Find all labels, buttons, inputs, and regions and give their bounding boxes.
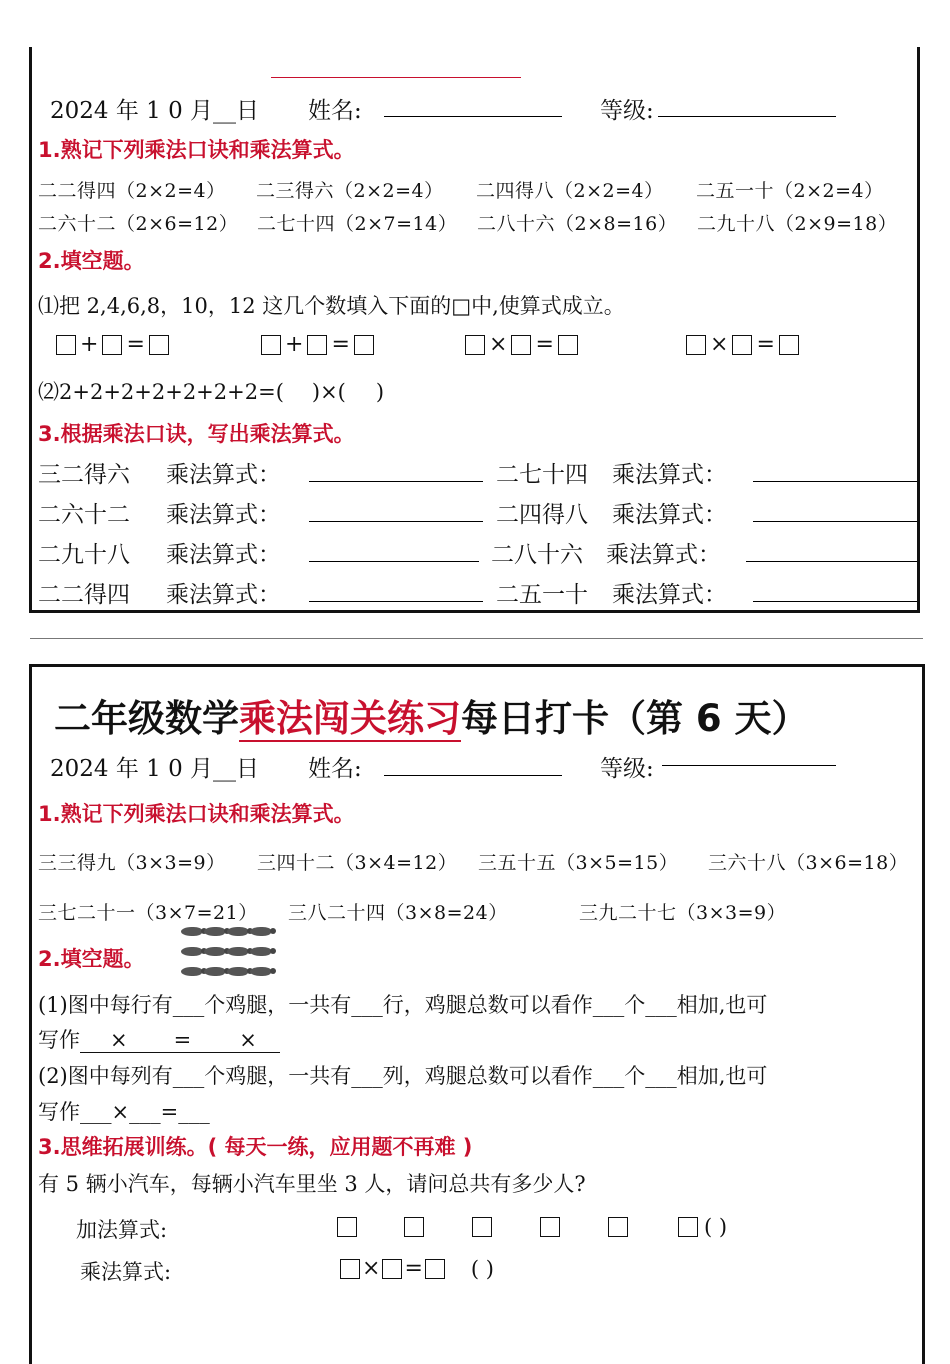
- grade-label: 等级:: [600, 756, 654, 782]
- drumstick-icon: [181, 927, 202, 936]
- answer-paren[interactable]: ( ): [704, 1215, 728, 1239]
- date-line: 2024 年 1 0 月__日: [50, 98, 260, 124]
- answer-paren[interactable]: ( ): [470, 1256, 494, 1281]
- name-field[interactable]: [384, 116, 562, 117]
- formula-label: 乘法算式：: [606, 542, 721, 568]
- drumstick-icon: [181, 947, 202, 956]
- drumstick-icon: [250, 947, 271, 956]
- phrase: 二二得四: [38, 582, 130, 608]
- formula-answer-line[interactable]: [309, 521, 483, 522]
- worksheet-frame-day5: [29, 47, 920, 613]
- word-problem: 有 5 辆小汽车，每辆小汽车里坐 3 人，请问总共有多少人?: [38, 1172, 586, 1196]
- answer-box[interactable]: [540, 1217, 560, 1237]
- phrase: 二九十八: [38, 542, 130, 568]
- answer-box[interactable]: [686, 335, 706, 355]
- drumstick-icon: [204, 927, 225, 936]
- answer-box[interactable]: [56, 335, 76, 355]
- answer-box[interactable]: [511, 335, 531, 355]
- phrase: 三二得六: [38, 462, 130, 488]
- formula-label: 乘法算式：: [166, 502, 281, 528]
- fact-item: 三四十二（3×4=12）: [257, 852, 458, 874]
- fact-item: 二九十八（2×9=18）: [697, 213, 898, 235]
- drumstick-icon: [204, 967, 225, 976]
- name-label: 姓名:: [308, 98, 362, 124]
- fact-item: 三七二十一（3×7=21）: [38, 902, 258, 924]
- question2-line1: (2)图中每列有___个鸡腿，一共有___列，鸡腿总数可以看作___个___相加,也可: [38, 1064, 768, 1088]
- answer-box[interactable]: [558, 335, 578, 355]
- drumstick-icon: [204, 947, 225, 956]
- answer-box[interactable]: [779, 335, 799, 355]
- multiplication-label: 乘法算式:: [80, 1260, 172, 1284]
- drumstick-icon: [181, 967, 202, 976]
- answer-box[interactable]: [404, 1217, 424, 1237]
- fact-item: 三六十八（3×6=18）: [708, 852, 909, 874]
- phrase: 二四得八: [496, 502, 588, 528]
- grade-field[interactable]: [662, 765, 836, 766]
- answer-box[interactable]: [261, 335, 281, 355]
- question1-text: ⑴把 2,4,6,8，10，12 这几个数填入下面的□中,使算式成立。: [38, 294, 625, 318]
- answer-box[interactable]: [102, 335, 122, 355]
- phrase: 二八十六: [491, 542, 583, 568]
- date-line: 2024 年 1 0 月__日: [50, 756, 260, 782]
- answer-box[interactable]: [608, 1217, 628, 1237]
- phrase: 二五一十: [496, 582, 588, 608]
- fact-item: 二八十六（2×8=16）: [477, 213, 678, 235]
- question1-line1: (1)图中每行有___个鸡腿，一共有___行，鸡腿总数可以看作___个___相加,也可: [38, 993, 768, 1017]
- formula-label: 乘法算式：: [612, 502, 727, 528]
- formula-label: 乘法算式：: [166, 462, 281, 488]
- formula-answer-line[interactable]: [753, 521, 917, 522]
- section1-heading: 1.熟记下列乘法口诀和乘法算式。: [38, 138, 355, 162]
- formula-answer-line[interactable]: [309, 481, 483, 482]
- name-field[interactable]: [384, 775, 562, 776]
- equation-mul-2: × =: [684, 332, 801, 357]
- fact-item: 二三得六（2×2=4）: [256, 180, 444, 202]
- fact-item: 二五一十（2×2=4）: [696, 180, 884, 202]
- phrase: 二七十四: [496, 462, 588, 488]
- fact-item: 三九二十七（3×3=9）: [579, 902, 787, 924]
- fact-item: 二四得八（2×2=4）: [476, 180, 664, 202]
- formula-answer-line[interactable]: [753, 481, 917, 482]
- grade-label: 等级:: [600, 98, 654, 124]
- drumstick-icon: [227, 927, 248, 936]
- section-separator: [30, 638, 923, 639]
- answer-box[interactable]: [472, 1217, 492, 1237]
- formula-label: 乘法算式：: [166, 582, 281, 608]
- formula-label: 乘法算式：: [612, 582, 727, 608]
- formula-label: 乘法算式：: [166, 542, 281, 568]
- answer-box[interactable]: [732, 335, 752, 355]
- worksheet-title: 二年级数学乘法闯关练习每日打卡（第 6 天）: [54, 697, 809, 740]
- drumstick-icon: [227, 967, 248, 976]
- addition-boxes: [337, 1215, 727, 1239]
- title-underline-fragment: [271, 77, 521, 78]
- formula-label: 乘法算式：: [612, 462, 727, 488]
- answer-box[interactable]: [337, 1217, 357, 1237]
- equation-add-1: + =: [54, 332, 171, 357]
- fact-item: 三八二十四（3×8=24）: [288, 902, 508, 924]
- question2: ⑵2+2+2+2+2+2+2=( )×( ): [38, 380, 385, 404]
- phrase: 二六十二: [38, 502, 130, 528]
- equation-mul-1: × =: [463, 332, 580, 357]
- grade-field[interactable]: [658, 116, 836, 117]
- drumstick-icon: [250, 967, 271, 976]
- equation-add-2: + =: [259, 332, 376, 357]
- drumstick-icon: [227, 947, 248, 956]
- question1-line2: 写作 × = ×: [38, 1024, 280, 1054]
- formula-answer-line[interactable]: [746, 561, 917, 562]
- name-label: 姓名:: [308, 756, 362, 782]
- answer-box[interactable]: [149, 335, 169, 355]
- drumstick-grid-image: [180, 921, 272, 981]
- fact-item: 二七十四（2×7=14）: [257, 213, 458, 235]
- formula-answer-line[interactable]: [753, 601, 917, 602]
- formula-answer-line[interactable]: [309, 601, 483, 602]
- fact-item: 二六十二（2×6=12）: [38, 213, 239, 235]
- section2-heading: 2.填空题。: [38, 947, 145, 971]
- section1-heading: 1.熟记下列乘法口诀和乘法算式。: [38, 802, 355, 826]
- answer-box[interactable]: [354, 335, 374, 355]
- section3-heading: 3.思维拓展训练。( 每天一练，应用题不再难 ): [38, 1135, 473, 1159]
- drumstick-icon: [250, 927, 271, 936]
- answer-box[interactable]: [425, 1259, 445, 1279]
- fact-item: 二二得四（2×2=4）: [38, 180, 226, 202]
- answer-box[interactable]: [465, 335, 485, 355]
- answer-box[interactable]: [340, 1259, 360, 1279]
- multiplication-equation: × = ( ): [340, 1256, 494, 1281]
- fact-item: 三五十五（3×5=15）: [478, 852, 679, 874]
- addition-label: 加法算式:: [76, 1218, 168, 1242]
- question2-line2: 写作___×___=___: [38, 1100, 210, 1124]
- answer-box[interactable]: [382, 1259, 402, 1279]
- section2-heading: 2.填空题。: [38, 249, 145, 273]
- answer-box[interactable]: [678, 1217, 698, 1237]
- fact-item: 三三得九（3×3=9）: [38, 852, 226, 874]
- section3-heading: 3.根据乘法口诀，写出乘法算式。: [38, 422, 355, 446]
- answer-box[interactable]: [307, 335, 327, 355]
- formula-answer-line[interactable]: [309, 561, 479, 562]
